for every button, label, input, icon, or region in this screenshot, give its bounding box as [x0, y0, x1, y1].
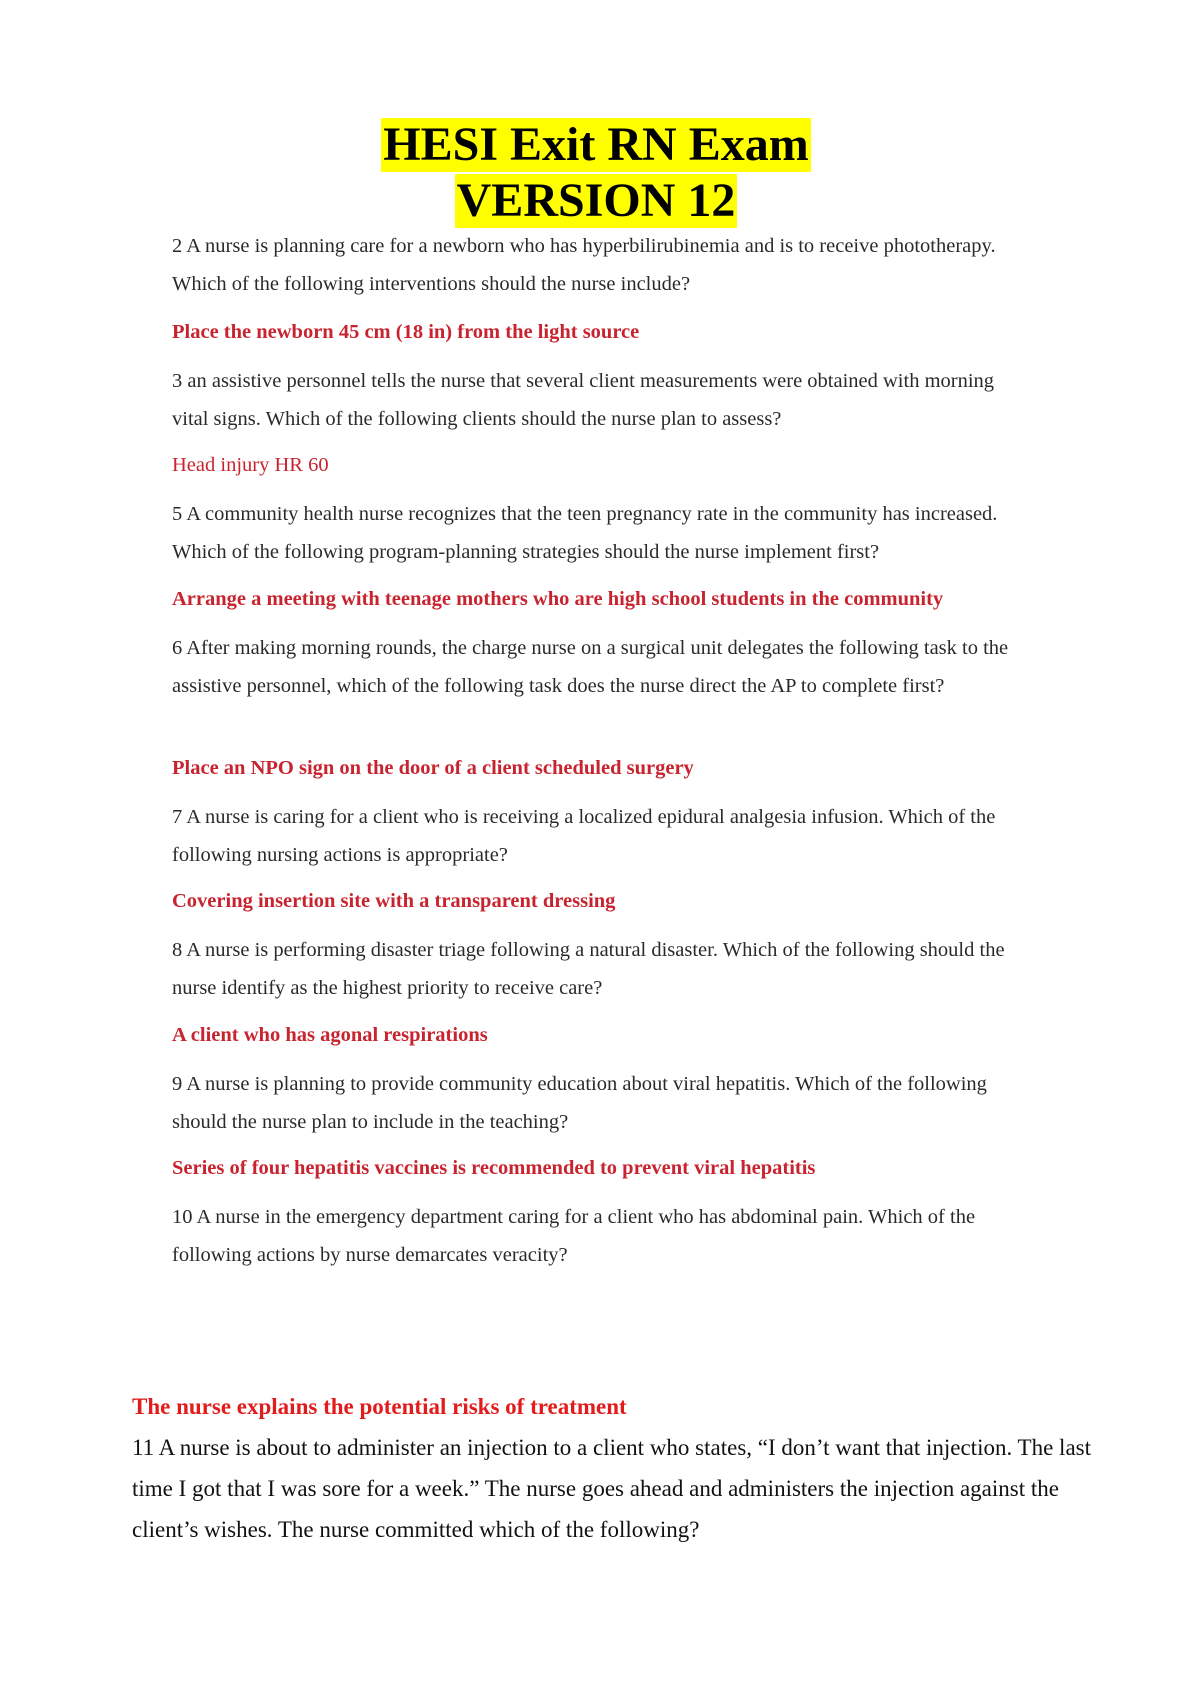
question-9: 9 A nurse is planning to provide community education about viral hepatitis. Which of the following should the nurse plan to include in the teaching? — [172, 1073, 987, 1133]
answer-10: The nurse explains the potential risks of treatment — [132, 1394, 627, 1419]
answer-2: Place the newborn 45 cm (18 in) from the light source — [172, 321, 640, 343]
title-line-1: HESI Exit RN Exam — [383, 118, 809, 171]
question-5: 5 A community health nurse recognizes that the teen pregnancy rate in the community has increased. Which of the following program-planning strategies should the nurse implement first? — [172, 503, 998, 563]
question-11: 11 A nurse is about to administer an injection to a client who states, “I don’t want that injection. The last time I got that I was sore for a week.” The nurse goes ahead and administers the injection against the client’s wishes. The nurse committed which of the following? — [132, 1435, 1091, 1542]
title-line-2: VERSION 12 — [456, 174, 736, 227]
question-2: 2 A nurse is planning care for a newborn who has hyperbilirubinemia and is to receive phototherapy. Which of the following interventions should the nurse include? — [172, 235, 996, 295]
question-10: 10 A nurse in the emergency department caring for a client who has abdominal pain. Which of the following actions by nurse demarcates veracity? — [172, 1206, 976, 1266]
question-6: 6 After making morning rounds, the charge nurse on a surgical unit delegates the following task to the assistive personnel, which of the following task does the nurse direct the AP to complete first? — [172, 637, 1009, 697]
answer-6: Place an NPO sign on the door of a client scheduled surgery — [172, 757, 694, 779]
document-title — [0, 118, 1192, 230]
answer-3: Head injury HR 60 — [172, 454, 329, 476]
answer-9: Series of four hepatitis vaccines is recommended to prevent viral hepatitis — [172, 1157, 816, 1179]
answer-5: Arrange a meeting with teenage mothers who are high school students in the community — [172, 588, 944, 610]
answer-7: Covering insertion site with a transparent dressing — [172, 890, 616, 912]
question-7: 7 A nurse is caring for a client who is receiving a localized epidural analgesia infusion. Which of the following nursing actions is appropriate? — [172, 806, 996, 866]
answer-8: A client who has agonal respirations — [172, 1024, 488, 1046]
question-8: 8 A nurse is performing disaster triage following a natural disaster. Which of the following should the nurse identify as the highest priority to receive care? — [172, 939, 1005, 999]
question-3: 3 an assistive personnel tells the nurse that several client measurements were obtained with morning vital signs. Which of the following clients should the nurse plan to assess? — [172, 370, 995, 430]
